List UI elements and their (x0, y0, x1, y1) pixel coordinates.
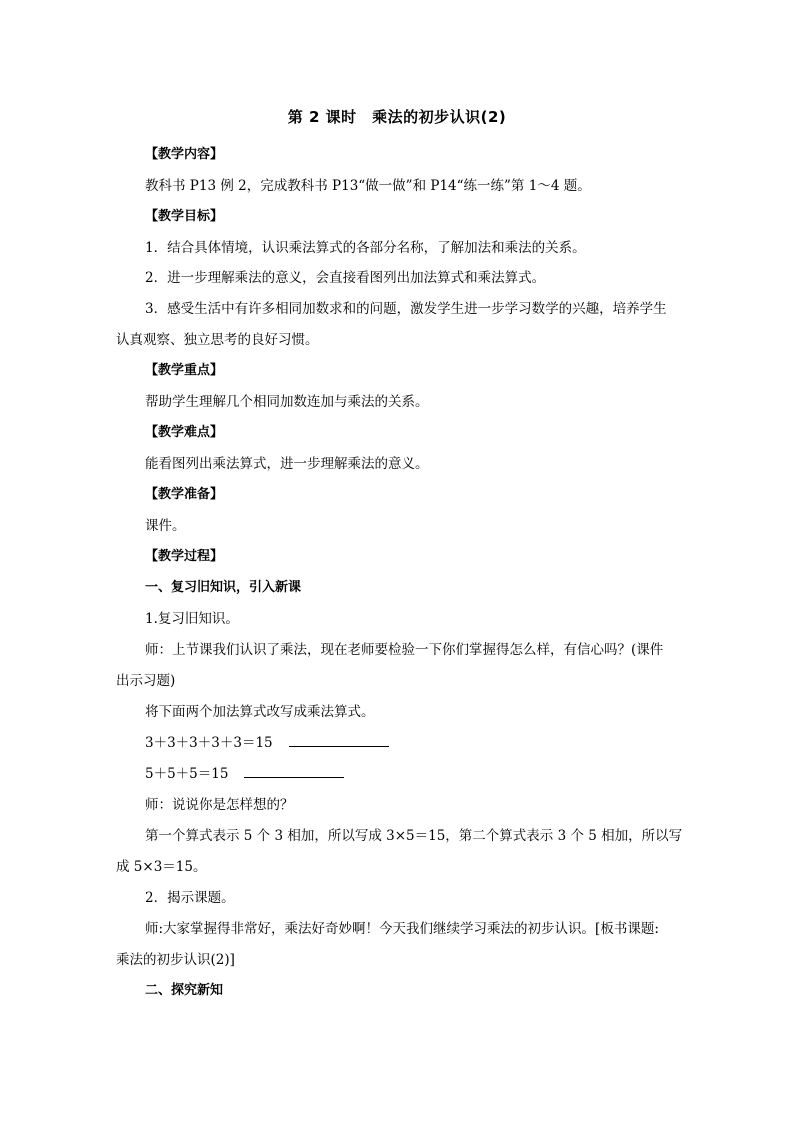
goal-2: 2．进一步理解乘法的意义，会直接看图列出加法算式和乘法算式。 (145, 270, 546, 286)
part-1-heading: 一、复习旧知识，引入新课 (145, 580, 302, 595)
equation-1-row (145, 733, 682, 753)
teaching-content-text: 教科书 P13 例 2，完成教科书 P13“做一做”和 P14“练一练”第 1～4 题。 (145, 178, 591, 194)
goal-1: 1．结合具体情境，认识乘法算式的各部分名称，了解加法和乘法的关系。 (145, 240, 586, 256)
teacher-line-5a: 师:大家掌握得非常好，乘法好奇妙啊！今天我们继续学习乘法的初步认识。[板书课题: (145, 921, 659, 937)
key-point-heading: 【教学重点】 (145, 363, 224, 378)
equation-2-row (145, 764, 682, 784)
explanation-line-a: 第一个算式表示 5 个 3 相加，所以写成 3×5＝15，第二个算式表示 3 个 5 相加，所以写 (145, 828, 683, 844)
answer-blank-2[interactable] (244, 765, 344, 778)
preparation-heading: 【教学准备】 (145, 487, 224, 502)
difficulty-text: 能看图列出乘法算式，进一步理解乘法的意义。 (145, 456, 429, 472)
process-heading: 【教学过程】 (145, 549, 224, 564)
equation-1: 3＋3＋3＋3＋3＝15 (145, 735, 273, 751)
lesson-title: 第 2 课时 乘法的初步认识(2) (287, 108, 507, 126)
teacher-line-5b: 乘法的初步认识(2)] (116, 952, 235, 968)
teaching-goals-heading: 【教学目标】 (145, 209, 224, 224)
step-2: 2．揭示课题。 (145, 890, 235, 906)
key-point-text: 帮助学生理解几个相同加数连加与乘法的关系。 (145, 394, 429, 410)
difficulty-heading: 【教学难点】 (145, 425, 224, 440)
teacher-line-1b: 出示习题) (116, 673, 176, 689)
teacher-question: 师：说说你是怎样想的？ (145, 797, 294, 813)
part-2-heading: 二、探究新知 (145, 983, 224, 998)
teacher-line-1a: 师：上节课我们认识了乘法，现在老师要检验一下你们掌握得怎么样，有信心吗？(课件 (145, 642, 664, 658)
answer-blank-1[interactable] (289, 734, 389, 747)
explanation-line-b: 成 5×3＝15。 (116, 859, 207, 875)
instruction-line: 将下面两个加法算式改写成乘法算式。 (145, 704, 375, 720)
equation-2: 5＋5＋5＝15 (145, 766, 229, 782)
teaching-content-heading: 【教学内容】 (145, 147, 224, 162)
preparation-text: 课件。 (145, 518, 186, 534)
goal-3-line-1: 3．感受生活中有许多相同加数求和的问题，激发学生进一步学习数学的兴趣，培养学生 (145, 301, 667, 317)
step-1: 1.复习旧知识。 (145, 611, 239, 627)
goal-3-line-2: 认真观察、独立思考的良好习惯。 (116, 332, 319, 348)
